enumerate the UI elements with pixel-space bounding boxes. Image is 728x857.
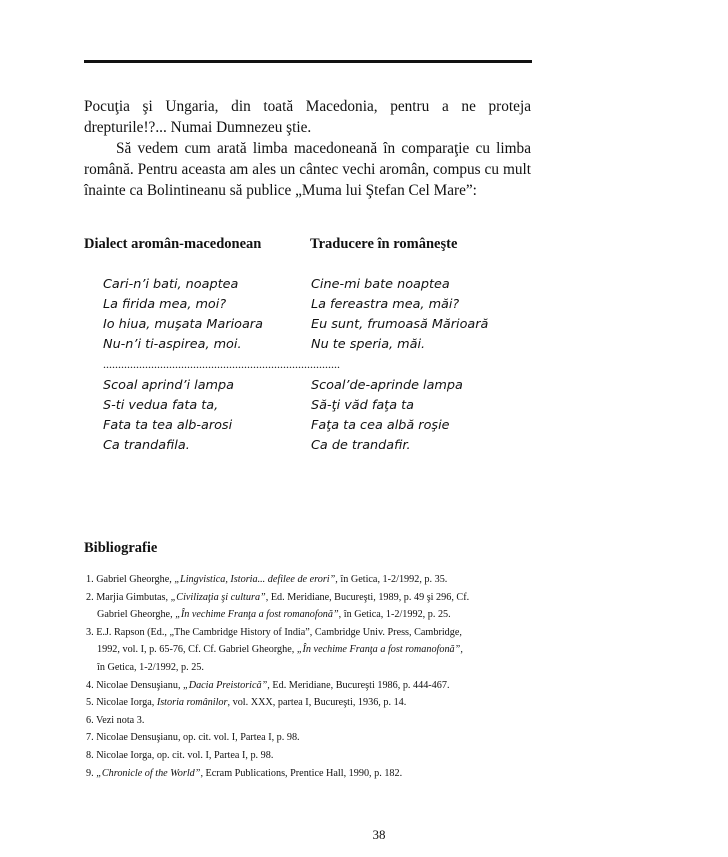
poem-line: Ca trandafila. xyxy=(103,438,190,453)
entry-text: , Ed. Meridiane, Bucureşti, 1989, p. 49 şi 296, Cf. xyxy=(265,591,470,603)
entry-title: „În vechime Franţa a fost romanofonă” xyxy=(175,609,339,621)
poem-line: Nu-n’i ti-aspirea, moi. xyxy=(103,337,242,352)
entry-text: , Ecram Publications, Prentice Hall, 1990, p. 182. xyxy=(200,767,403,779)
poem-line: Io hiua, muşata Marioara xyxy=(103,317,263,332)
bibliography-entry xyxy=(86,712,536,730)
poem-line: Cine-mi bate noaptea xyxy=(311,277,450,292)
entry-title: „Chronicle of the World” xyxy=(96,767,201,779)
entry-text: 8. Nicolae Iorga, op. cit. vol. I, Partea I, p. 98. xyxy=(86,749,274,761)
poem-line: Scoal’de-aprinde lampa xyxy=(311,378,463,393)
entry-title: „Civilizaţia şi cultura” xyxy=(170,591,266,603)
entry-title: „Dacia Preistorică” xyxy=(183,679,268,691)
poem-line: Nu te speria, măi. xyxy=(311,337,426,352)
entry-text: Gabriel Gheorghe, xyxy=(97,609,176,621)
poem-right-stanza-2 xyxy=(311,376,463,456)
intro-paragraph-2: Să vedem cum arată limba macedoneană în comparaţie cu limba română. Pentru aceasta am ales un cântec vechi aromân, compus cu mult înainte ca Bolintineanu să publice „Muma lui Ştefan Cel Mare”: xyxy=(84,140,531,199)
header-rule xyxy=(84,60,532,63)
entry-text: 1992, vol. I, p. 65-76, Cf. Cf. Gabriel Gheorghe, xyxy=(97,644,297,656)
entry-text: 6. Vezi nota 3. xyxy=(86,714,145,726)
right-column-heading: Traducere în româneşte xyxy=(310,236,458,252)
bibliography-entry xyxy=(86,677,536,695)
poem-right-stanza-1 xyxy=(311,275,488,355)
entry-text: 2. Marjia Gimbutas, xyxy=(86,591,171,603)
left-column-heading: Dialect aromân-macedonean xyxy=(84,236,262,252)
entry-title: „În vechime Franţa a fost romanofonă” xyxy=(296,644,461,656)
bibliography-entry xyxy=(86,747,536,765)
poem-separator: ............................................................................... xyxy=(103,357,340,371)
poem-line: Faţa ta cea albă roşie xyxy=(311,418,450,433)
bibliography-entry xyxy=(86,729,536,747)
entry-title: „Lingvistica, Istoria... defilee de erori” xyxy=(174,574,336,585)
poem-line: La firida mea, moi? xyxy=(103,297,227,312)
entry-text: , în Getica, 1-2/1992, p. 25. xyxy=(338,609,451,621)
poem-line: Ca de trandafir. xyxy=(311,438,411,453)
entry-text: 4. Nicolae Densuşianu, xyxy=(86,679,184,691)
page-number: 38 xyxy=(372,827,386,842)
poem-line: Scoal aprind’i lampa xyxy=(103,378,234,393)
entry-text: , vol. XXX, partea I, Bucureşti, 1936, p. 14. xyxy=(227,697,407,709)
poem-line: S-ti vedua fata ta, xyxy=(103,398,219,413)
bibliography-entry xyxy=(86,624,536,642)
intro-line-1: Pocuţia şi Ungaria, din toată Macedonia, pentru a ne proteja xyxy=(84,98,531,115)
intro-line-2: drepturile!?... Numai Dumnezeu ştie. xyxy=(84,119,312,136)
bibliography-entry xyxy=(86,694,536,712)
entry-text: 5. Nicolae Iorga, xyxy=(86,697,157,709)
bibliography-title: Bibliografie xyxy=(84,540,158,556)
poem-line: Eu sunt, frumoasă Mărioară xyxy=(311,317,489,332)
bibliography-entry xyxy=(86,641,536,659)
bibliography-entry xyxy=(86,571,536,589)
entry-text: 1. Gabriel Gheorghe, xyxy=(86,574,175,585)
poem-left-stanza-1 xyxy=(103,275,263,355)
poem-line: Cari-n’i bati, noaptea xyxy=(103,277,239,292)
bibliography-entry xyxy=(86,606,536,624)
poem-line: Fata ta tea alb-arosi xyxy=(103,418,233,433)
entry-text: în Getica, 1-2/1992, p. 25. xyxy=(97,661,204,673)
entry-text: 7. Nicolae Densuşianu, op. cit. vol. I, Partea I, p. 98. xyxy=(86,732,300,744)
poem-line: Să-ţi văd faţa ta xyxy=(311,398,414,413)
poem-line: La fereastra mea, măi? xyxy=(311,297,460,312)
entry-title: Istoria românilor xyxy=(156,697,228,709)
entry-text: , Ed. Meridiane, Bucureşti 1986, p. 444-467. xyxy=(267,679,450,691)
entry-text: 3. E.J. Rapson (Ed., „The Cambridge History of India”, Cambridge Univ. Press, Cambridge, xyxy=(86,626,462,638)
entry-text: , în Getica, 1-2/1992, p. 35. xyxy=(335,574,448,585)
entry-text: , xyxy=(460,644,463,656)
bibliography-entry xyxy=(86,659,536,677)
entry-text: 9. xyxy=(86,767,97,779)
intro-paragraph xyxy=(84,96,531,201)
poem-left-stanza-2 xyxy=(103,376,234,456)
bibliography-list xyxy=(86,571,536,782)
bibliography-entry xyxy=(86,589,536,607)
bibliography-entry xyxy=(86,765,536,783)
